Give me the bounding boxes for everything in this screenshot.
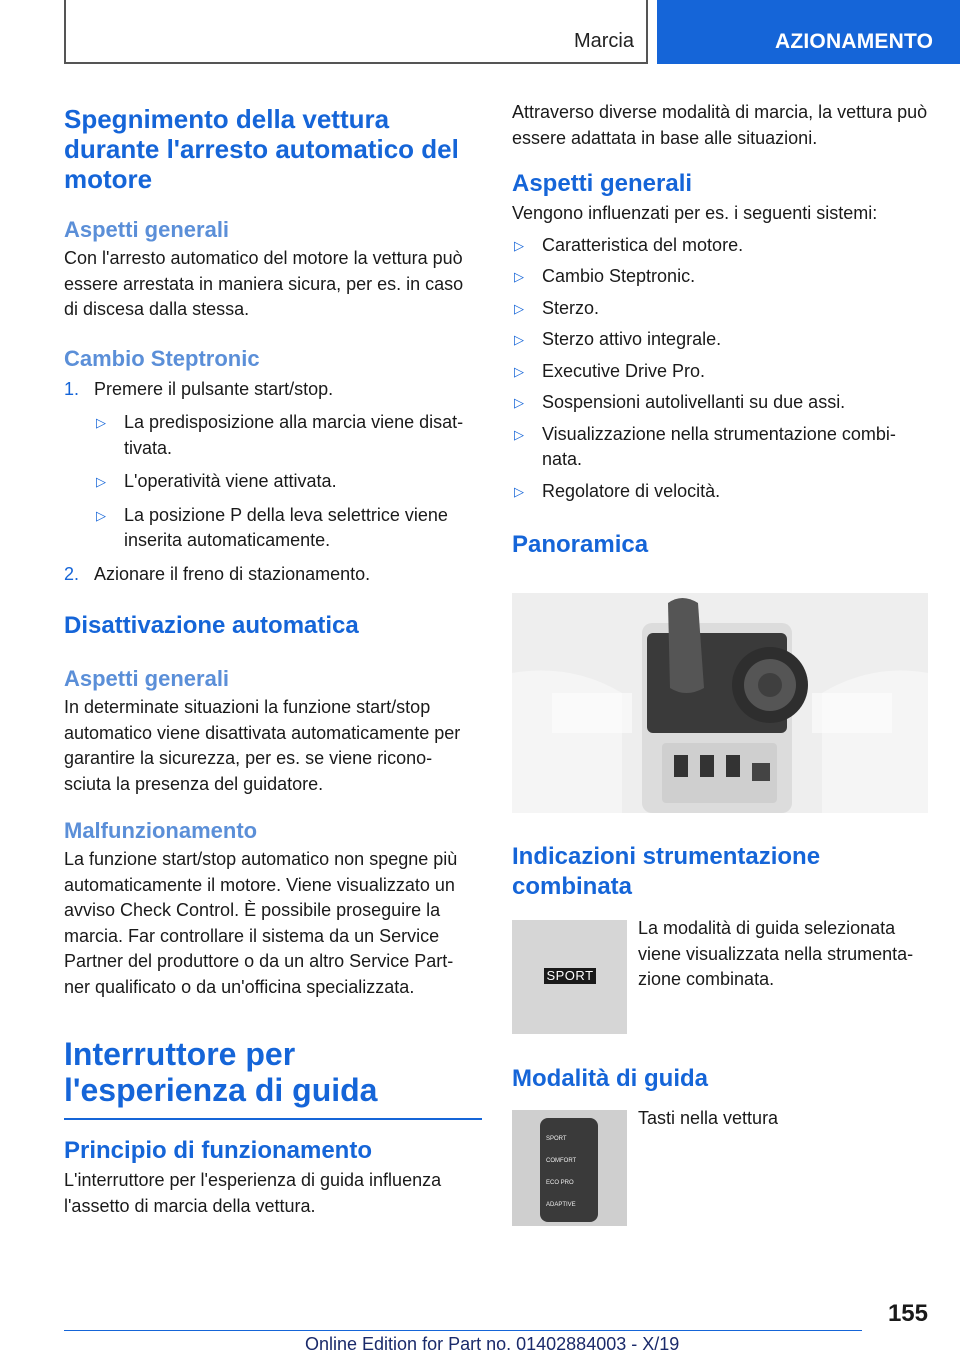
header-frame bbox=[64, 0, 648, 64]
step-number: 1. bbox=[64, 378, 80, 399]
system-item: ▷ Sospensioni autolivellanti su due assi. bbox=[512, 390, 930, 416]
header-section-title: Marcia bbox=[573, 30, 634, 52]
heading-principio: Principio di funzionamento bbox=[64, 1137, 372, 1164]
heading-indicazioni: Indicazioni strumentazione combinata bbox=[512, 843, 821, 900]
heading-disattivazione: Disattivazione automatica bbox=[64, 612, 359, 639]
systems-list bbox=[512, 233, 930, 505]
center-console-illustration bbox=[512, 593, 928, 813]
heading-shutdown: Spegnimento della vettura durante l'arresto automatico del motore bbox=[64, 104, 459, 194]
footer-rule bbox=[64, 1330, 862, 1331]
section-rule bbox=[64, 1118, 482, 1120]
paragraph-systems-intro: Vengono influenzati per es. i seguenti sistemi: bbox=[512, 203, 878, 223]
triangle-bullet-icon: ▷ bbox=[96, 507, 106, 523]
footer-edition: Online Edition for Part no. 01402884003 - X/19 bbox=[305, 1334, 680, 1354]
heading-right-general: Aspetti generali bbox=[512, 170, 693, 197]
step-item bbox=[64, 377, 482, 554]
indicazioni-section bbox=[512, 842, 930, 902]
center-console-image bbox=[512, 593, 928, 813]
right-column bbox=[512, 100, 930, 560]
triangle-bullet-icon: ▷ bbox=[514, 269, 524, 284]
paragraph-modalita: Tasti nella vettura bbox=[638, 1108, 779, 1128]
triangle-bullet-icon: ▷ bbox=[514, 237, 524, 253]
substep-item: ▷ La posizione P della leva selettrice viene inserita automaticamente. bbox=[96, 504, 448, 550]
sport-display-image bbox=[512, 920, 627, 1034]
system-item: ▷ Executive Drive Pro. bbox=[512, 359, 930, 385]
triangle-bullet-icon: ▷ bbox=[514, 332, 524, 347]
triangle-bullet-icon: ▷ bbox=[514, 426, 524, 442]
step-text: Azionare il freno di stazionamento. bbox=[94, 563, 371, 584]
sport-mode-badge: SPORT bbox=[544, 968, 596, 984]
page-number: 155 bbox=[887, 1300, 928, 1327]
substep-item: ▷ La predisposizione alla marcia viene disat‐ tivata. bbox=[96, 412, 464, 458]
triangle-bullet-icon: ▷ bbox=[96, 415, 106, 430]
substep-item: ▷ L'operatività viene attivata. bbox=[94, 469, 482, 495]
system-item: ▷ Visualizzazione nella strumentazione combi‐ nata. bbox=[514, 423, 896, 469]
step-text: Premere il pulsante start/stop. bbox=[94, 378, 334, 399]
heading-general: Aspetti generali bbox=[64, 217, 230, 242]
system-item: ▷ Regolatore di velocità. bbox=[512, 479, 930, 505]
mode-button-eco-pro: ECO PRO bbox=[546, 1180, 574, 1186]
mode-button-panel bbox=[540, 1118, 598, 1222]
paragraph-malfunzionamento: La funzione start/stop automatico non spegne più automaticamente il motore. Viene visualizzato un avviso Check Control. È possibile proseguire la marcia. Far controllare il sistema da un Service Partner del produttore o da un altro Service Part‐ ner qualificato o da un'officina specializzata. bbox=[64, 849, 458, 997]
paragraph-indicazioni: La modalità di guida selezionata viene visualizzata nella strumenta‐ zione combinata. bbox=[638, 918, 914, 989]
system-item: ▷ Sterzo. bbox=[512, 296, 930, 322]
triangle-bullet-icon: ▷ bbox=[514, 300, 524, 316]
substeps-list bbox=[94, 410, 482, 554]
mode-buttons-image bbox=[512, 1110, 627, 1226]
system-item: ▷ Cambio Steptronic. bbox=[512, 264, 930, 290]
heading-panoramica: Panoramica bbox=[512, 531, 649, 558]
heading-dis-general: Aspetti generali bbox=[64, 666, 230, 691]
triangle-bullet-icon: ▷ bbox=[514, 483, 524, 499]
paragraph-disattivazione: In determinate situazioni la funzione start/stop automatico viene disattivata automaticamente per garantire la sicurezza, per es. se viene ricono‐ sciuta la presenza del guidatore. bbox=[64, 697, 461, 794]
heading-steptronic: Cambio Steptronic bbox=[64, 345, 260, 371]
step-item bbox=[64, 562, 482, 588]
system-item: ▷ Sterzo attivo integrale. bbox=[512, 327, 930, 353]
heading-malfunzionamento: Malfunzionamento bbox=[64, 818, 258, 843]
triangle-bullet-icon: ▷ bbox=[514, 395, 524, 410]
heading-modalita: Modalità di guida bbox=[512, 1065, 708, 1092]
paragraph-principio: L'interruttore per l'esperienza di guida influenza l'assetto di marcia della vettura. bbox=[64, 1170, 442, 1216]
header-chapter-tab: AZIONAMENTO bbox=[657, 0, 960, 64]
mode-button-adaptive: ADAPTIVE bbox=[546, 1202, 576, 1208]
mode-button-sport: SPORT bbox=[546, 1136, 567, 1142]
mode-button-comfort: COMFORT bbox=[546, 1158, 577, 1164]
step-number: 2. bbox=[64, 563, 80, 584]
triangle-bullet-icon: ▷ bbox=[514, 363, 524, 379]
steps-list bbox=[64, 377, 482, 588]
paragraph-shutdown: Con l'arresto automatico del motore la vettura può essere arrestata in maniera sicura, per es. in caso di discesa dalla stessa. bbox=[64, 248, 464, 319]
paragraph-intro: Attraverso diverse modalità di marcia, la vettura può essere adattata in base alle situazioni. bbox=[512, 102, 928, 148]
system-item: ▷ Caratteristica del motore. bbox=[512, 233, 930, 259]
triangle-bullet-icon: ▷ bbox=[96, 474, 106, 489]
left-column bbox=[64, 100, 482, 1219]
heading-interruttore: Interruttore per l'esperienza di guida bbox=[64, 1036, 378, 1108]
